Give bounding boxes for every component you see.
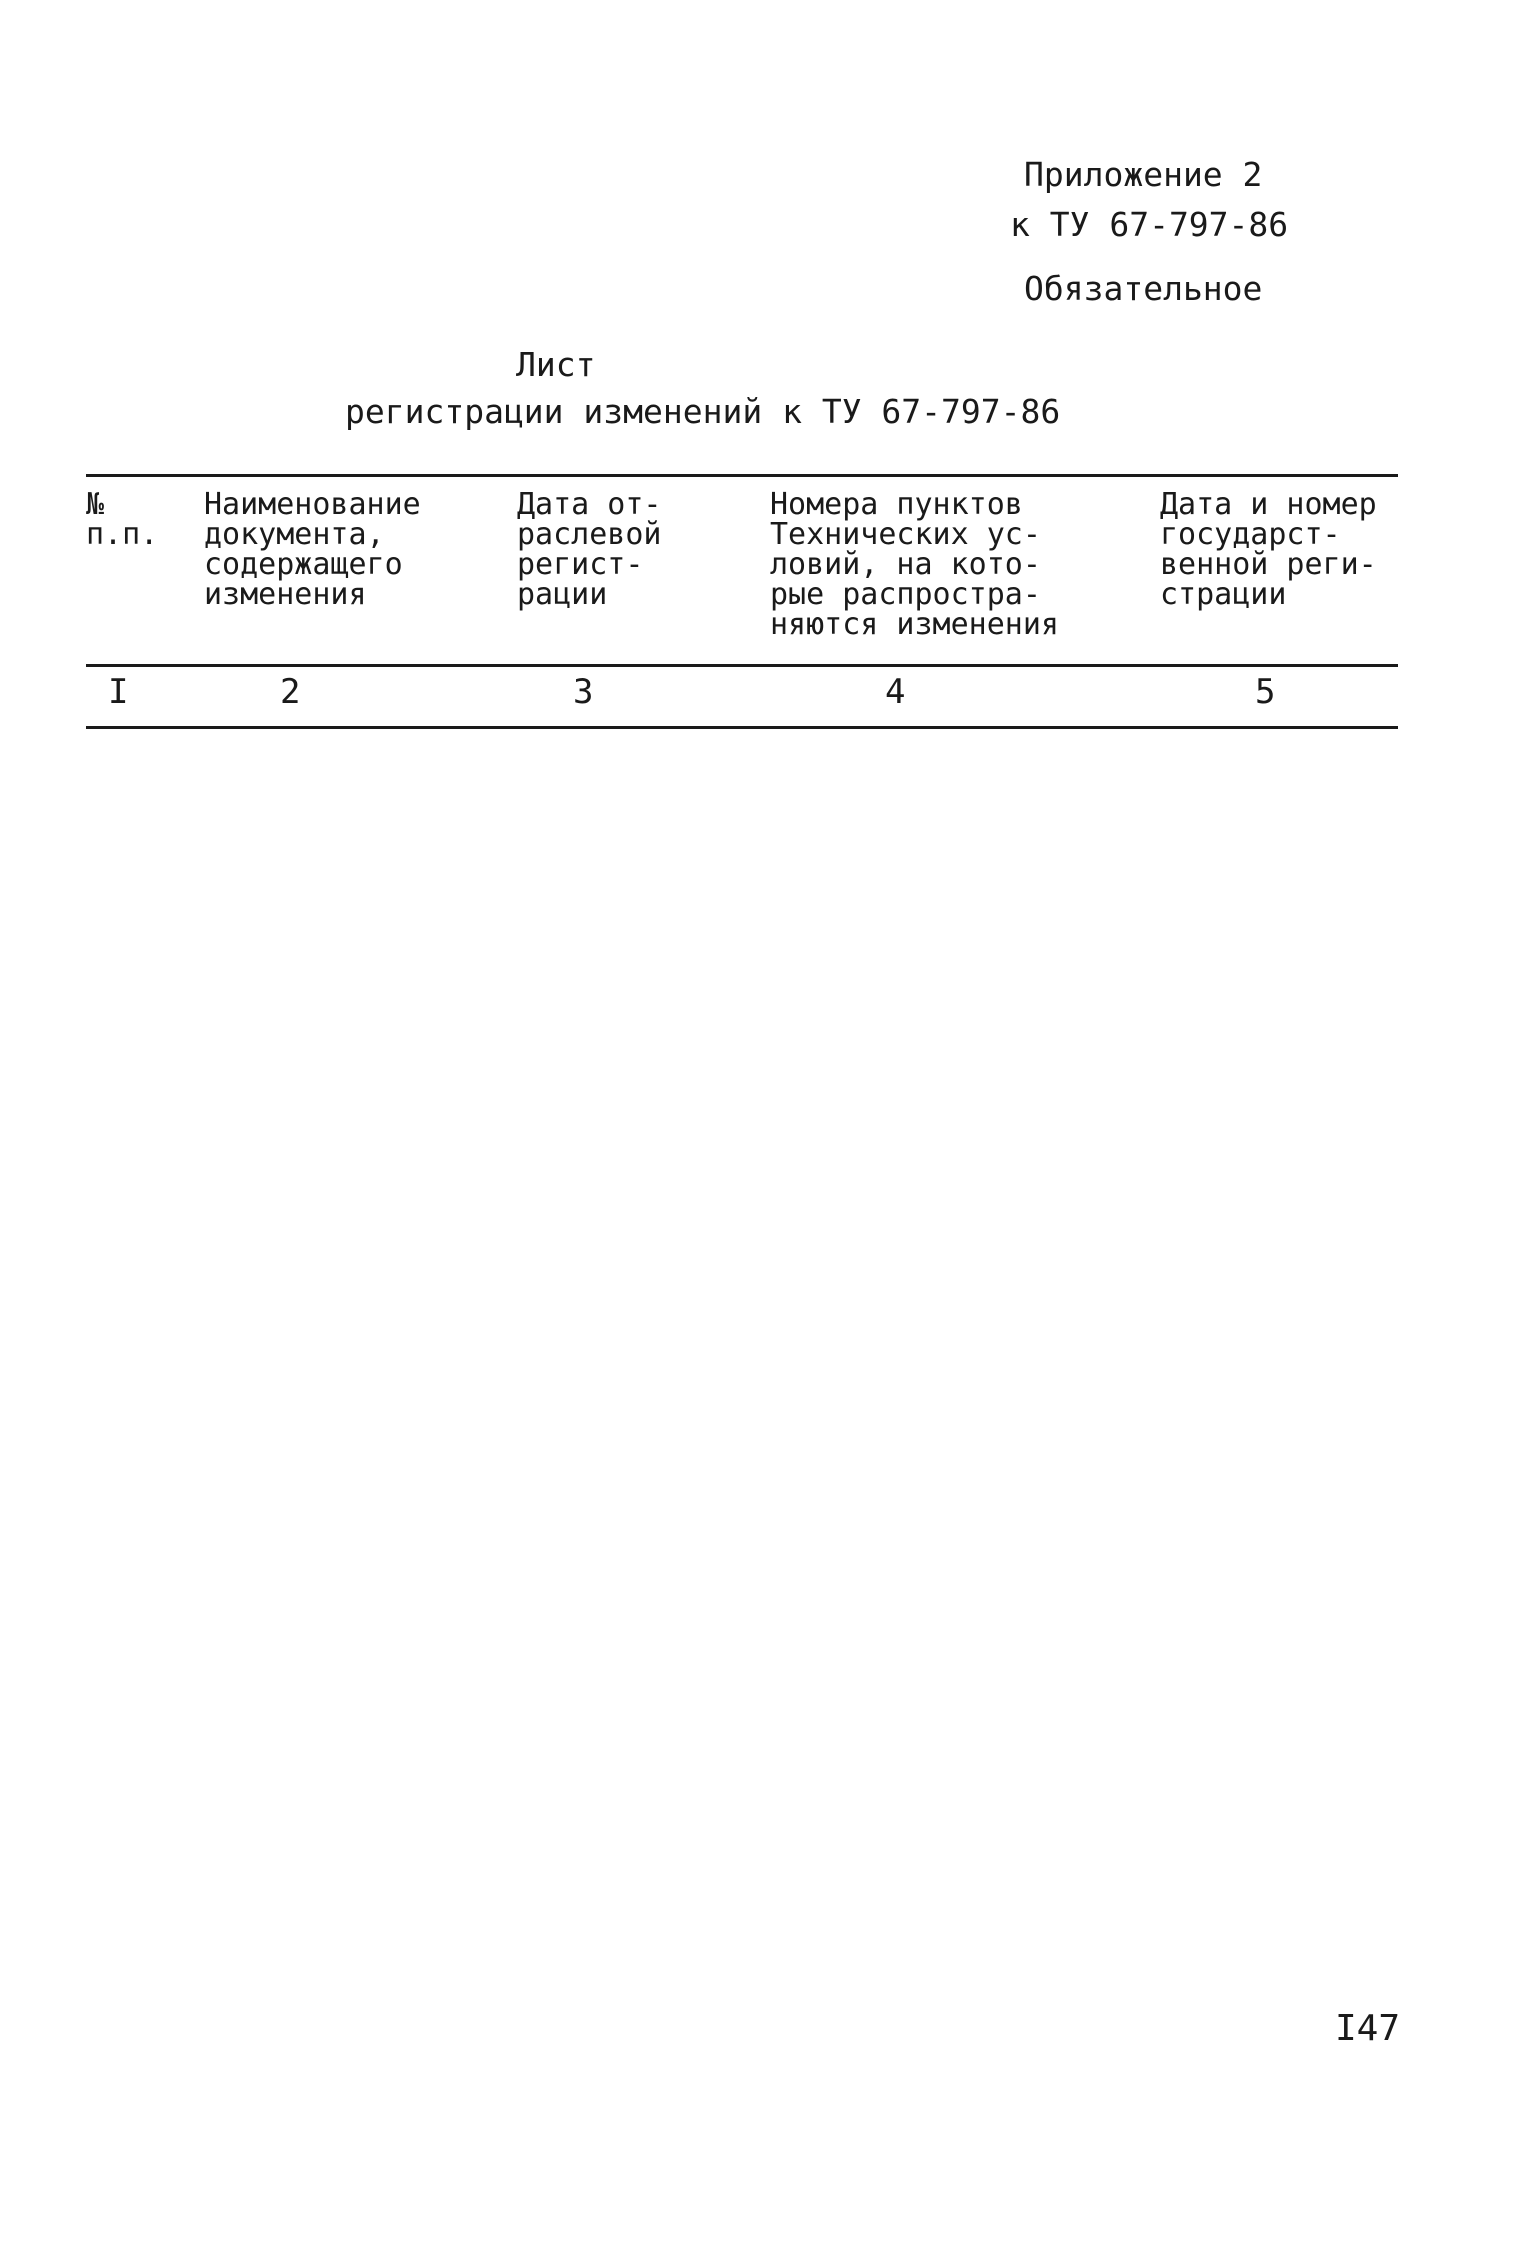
appendix-status: Обязательное [1024, 269, 1263, 308]
header-cell-clause-numbers: Номера пунктов Технических ус- ловий, на кото- рые распростра- няются изменения [770, 487, 1059, 642]
sheet-subtitle: регистрации изменений к ТУ 67-797-86 [345, 392, 1061, 431]
header-cell-industry-registration-date: Дата от- раслевой регист- рации [517, 487, 662, 612]
column-number-3: 3 [573, 672, 594, 712]
header-cell-document-name: Наименование документа, содержащего изменения [204, 487, 421, 612]
column-number-5: 5 [1255, 672, 1276, 712]
header-cell-state-registration: Дата и номер государст- венной реги- страции [1160, 487, 1377, 612]
appendix-standard-ref: к ТУ 67-797-86 [1010, 205, 1289, 244]
column-number-4: 4 [885, 672, 906, 712]
column-number-2: 2 [280, 672, 301, 712]
table-top-rule [86, 474, 1398, 477]
table-header-rule [86, 664, 1398, 667]
page-number: I47 [1335, 2008, 1401, 2049]
column-number-1: I [108, 672, 129, 712]
appendix-label: Приложение 2 [1024, 155, 1263, 194]
table-bottom-rule [86, 726, 1398, 729]
sheet-title: Лист [516, 345, 596, 384]
appendix-block [1010, 150, 1288, 314]
header-cell-number: № п.п. [86, 487, 159, 552]
